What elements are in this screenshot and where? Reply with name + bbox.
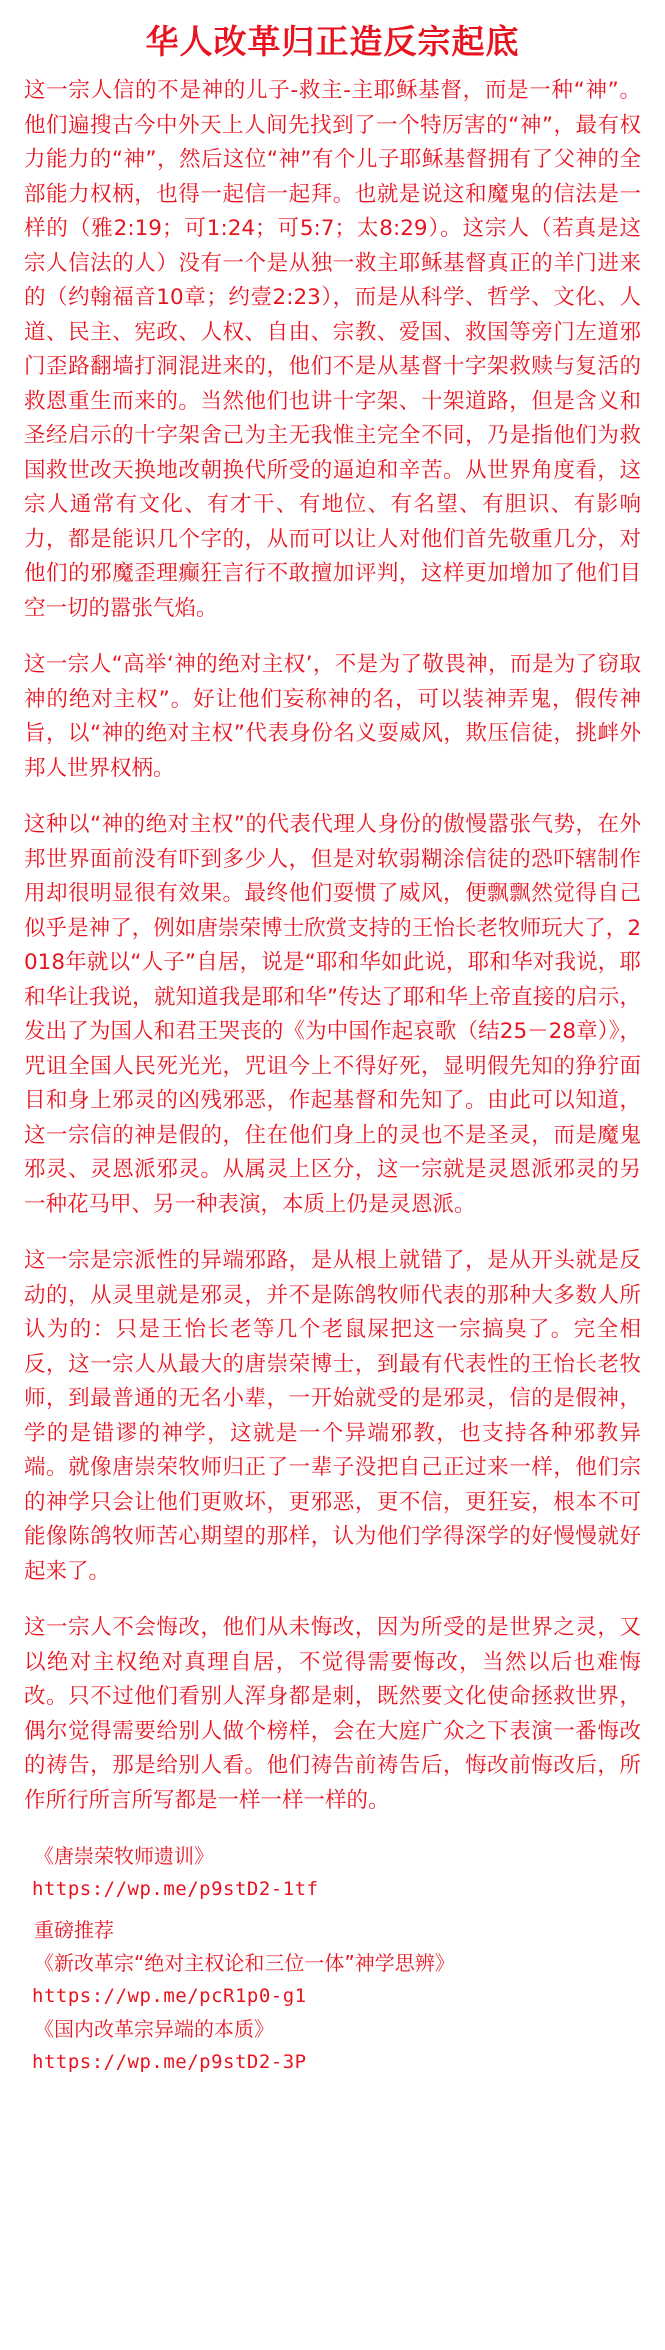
reference-link[interactable]: https://wp.me/p9stD2-3P	[32, 2051, 307, 2073]
reference-recommended-1	[24, 1947, 641, 2013]
article-title: 华人改革归正造反宗起底	[145, 22, 520, 61]
reference-link[interactable]: https://wp.me/pcR1p0-g1	[32, 1985, 307, 2007]
paragraph-4: 这一宗是宗派性的异端邪路，是从根上就错了，是从开头就是反动的，从灵里就是邪灵，并不是陈鸽牧师代表的那种大多数人所认为的：只是王怡长老等几个老鼠屎把这一宗搞臭了。完全相反，这一宗人从最大的唐崇荣博士，到最有代表性的王怡长老牧师，到最普通的无名小辈，一开始就受的是邪灵，信的是假神，学的是错谬的神学，这就是一个异端邪教，也支持各种邪教异端。就像唐崇荣牧师归正了一辈子没把自己正过来一样，他们宗的神学只会让他们更败坏，更邪恶，更不信，更狂妄，根本不可能像陈鸽牧师苦心期望的那样，认为他们学得深学的好慢慢就好起来了。	[24, 1248, 641, 1584]
reference-title: 《国内改革宗异端的本质》	[34, 2017, 274, 2041]
paragraph-2: 这一宗人“高举‘神的绝对主权’，不是为了敬畏神，而是为了窃取神的绝对主权”。好让他们妄称神的名，可以装神弄鬼，假传神旨，以“神的绝对主权”代表身份名义耍威风，欺压信徒，挑衅外邦人世界权柄。	[24, 652, 641, 781]
paragraph-5: 这一宗人不会悔改，他们从未悔改，因为所受的是世界之灵，又以绝对主权绝对真理自居，不觉得需要悔改，当然以后也难悔改。只不过他们看别人浑身都是刺，既然要文化使命拯救世界，偶尔觉得需要给别人做个榜样，会在大庭广众之下表演一番悔改的祷告，那是给别人看。他们祷告前祷告后，悔改前悔改后，所作所行所言所写都是一样一样一样的。	[24, 1615, 641, 1813]
reference-title: 《新改革宗“绝对主权论和三位一体”神学思辨》	[34, 1951, 455, 1975]
references-section	[24, 1840, 641, 2079]
paragraph-1: 这一宗人信的不是神的儿子-救主-主耶稣基督，而是一种“神”。他们遍搜古今中外天上人间先找到了一个特厉害的“神”，最有权力能力的“神”，然后这位“神”有个儿子耶稣基督拥有了父神的全部能力权柄，也得一起信一起拜。也就是说这和魔鬼的信法是一样的（雅2:19；可1:24；可5:7；太8:29）。这宗人（若真是这宗人信法的人）没有一个是从独一救主耶稣基督真正的羊门进来的（约翰福音10章；约壹2:23），而是从科学、哲学、文化、人道、民主、宪政、人权、自由、宗教、爱国、救国等旁门左道邪门歪路翻墙打洞混进来的，他们不是从基督十字架救赎与复活的救恩重生而来的。当然他们也讲十字架、十架道路，但是含义和圣经启示的十字架舍己为主无我惟主完全不同，乃是指他们为救国救世改天换地改朝换代所受的逼迫和辛苦。从世界角度看，这宗人通常有文化、有才干、有地位、有名望、有胆识、有影响力，都是能识几个字的，从而可以让人对他们首先敬重几分，对他们的邪魔歪理癫狂言行不敢擅加评判，这样更加增加了他们目空一切的嚣张气焰。	[24, 78, 641, 621]
reference-link[interactable]: https://wp.me/p9stD2-1tf	[32, 1878, 319, 1900]
reference-title: 《唐崇荣牧师遗训》	[34, 1844, 214, 1868]
reference-recommended-2	[24, 2013, 641, 2079]
paragraph-3: 这种以“神的绝对主权”的代表代理人身份的傲慢嚣张气势，在外邦世界面前没有吓到多少人，但是对软弱糊涂信徒的恐吓辖制作用却很明显很有效果。最终他们耍惯了威风，便飘飘然觉得自己似乎是神了，例如唐崇荣博士欣赏支持的王怡长老牧师玩大了，2018年就以“人子”自居，说是“耶和华如此说，耶和华对我说，耶和华让我说，就知道我是耶和华”传达了耶和华上帝直接的启示，发出了为国人和君王哭丧的《为中国作起哀歌（结25－28章）》，咒诅全国人民死光光，咒诅今上不得好死，显明假先知的狰狞面目和身上邪灵的凶残邪恶，作起基督和先知了。由此可以知道，这一宗信的神是假的，住在他们身上的灵也不是圣灵，而是魔鬼邪灵、灵恩派邪灵。从属灵上区分，这一宗就是灵恩派邪灵的另一种花马甲、另一种表演，本质上仍是灵恩派。	[24, 812, 641, 1217]
reference-primary	[24, 1840, 641, 1906]
recommend-label: 重磅推荐	[34, 1918, 114, 1942]
